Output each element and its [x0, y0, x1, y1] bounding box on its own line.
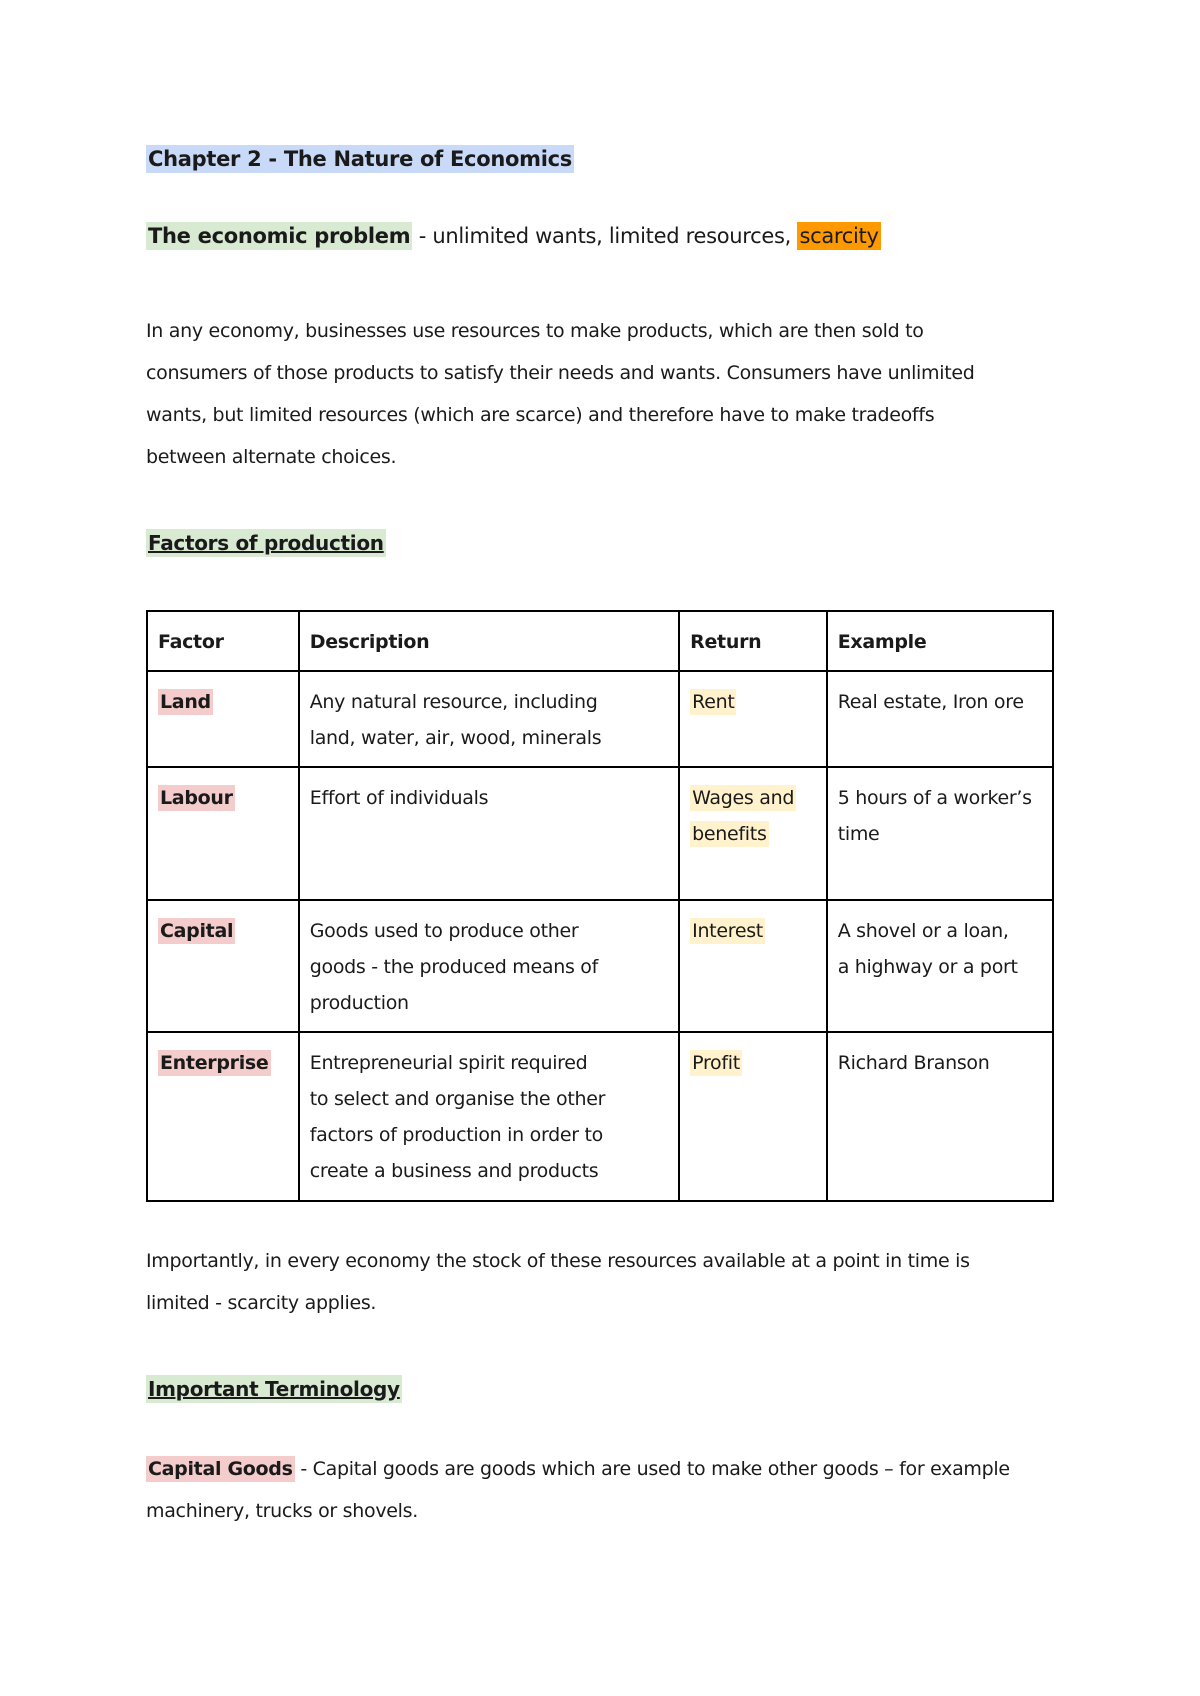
factors-heading-text: Factors of production [148, 531, 384, 555]
example-cell [827, 767, 1053, 900]
return-label: benefits [692, 823, 767, 845]
description-line: factors of production in order to [309, 1124, 603, 1146]
return-label: Rent [692, 691, 735, 713]
factor-cell [147, 767, 299, 900]
description-line: Effort of individuals [309, 787, 489, 809]
scarcity-highlight: scarcity [799, 224, 879, 248]
economic-problem-term: The economic problem [148, 224, 411, 248]
factor-label: Land [160, 691, 211, 713]
factor-cell [147, 671, 299, 767]
description-line: Goods used to produce other [309, 920, 579, 942]
example-cell [827, 1032, 1053, 1201]
intro-line: between alternate choices. [146, 446, 397, 468]
chapter-title-text: Chapter 2 - The Nature of Economics [148, 147, 572, 171]
table-row [147, 671, 1053, 767]
example-line: 5 hours of a worker’s [837, 787, 1032, 809]
example-line: time [837, 823, 880, 845]
header-example: Example [827, 611, 1053, 671]
scarcity-line: limited - scarcity applies. [146, 1292, 377, 1314]
example-line: Richard Branson [837, 1052, 990, 1074]
factor-label: Enterprise [160, 1052, 269, 1074]
description-line: land, water, air, wood, minerals [309, 727, 602, 749]
description-cell [299, 1032, 679, 1201]
return-cell [679, 767, 827, 900]
table-row [147, 767, 1053, 900]
header-factor: Factor [147, 611, 299, 671]
description-line: to select and organise the other [309, 1088, 606, 1110]
terminology-heading-text: Important Terminology [148, 1377, 400, 1401]
example-line: a highway or a port [837, 956, 1018, 978]
capital-goods-definition: - Capital goods are goods which are used to make other goods – for example [294, 1458, 1010, 1480]
example-cell [827, 671, 1053, 767]
return-label: Profit [692, 1052, 740, 1074]
description-line: production [309, 992, 409, 1014]
capital-goods-line [146, 1448, 1010, 1490]
factors-heading [146, 531, 386, 555]
example-line: A shovel or a loan, [837, 920, 1009, 942]
return-cell [679, 900, 827, 1032]
factor-label: Labour [160, 787, 233, 809]
return-label: Interest [692, 920, 763, 942]
example-cell [827, 900, 1053, 1032]
factors-table [146, 610, 1054, 1202]
table-row [147, 1032, 1053, 1201]
header-description: Description [299, 611, 679, 671]
description-line: goods - the produced means of [309, 956, 599, 978]
return-cell [679, 1032, 827, 1201]
scarcity-line: Importantly, in every economy the stock of these resources available at a point in time is [146, 1250, 970, 1272]
example-line: Real estate, Iron ore [837, 691, 1024, 713]
intro-paragraph [146, 310, 975, 478]
table-row [147, 900, 1053, 1032]
factor-cell [147, 1032, 299, 1201]
economic-problem-text: - unlimited wants, limited resources, [412, 224, 798, 248]
capital-goods-line: machinery, trucks or shovels. [146, 1500, 418, 1522]
chapter-title [146, 147, 574, 171]
description-cell [299, 767, 679, 900]
description-line: Entrepreneurial spirit required [309, 1052, 588, 1074]
terminology-heading [146, 1377, 402, 1401]
economic-problem-line [146, 224, 881, 248]
return-cell [679, 671, 827, 767]
description-line: create a business and products [309, 1160, 599, 1182]
table-header-row [147, 611, 1053, 671]
factor-label: Capital [160, 920, 234, 942]
header-return: Return [679, 611, 827, 671]
return-label: Wages and [692, 787, 795, 809]
intro-line: In any economy, businesses use resources to make products, which are then sold to [146, 320, 924, 342]
intro-line: wants, but limited resources (which are scarce) and therefore have to make tradeoffs [146, 404, 935, 426]
description-cell [299, 671, 679, 767]
description-line: Any natural resource, including [309, 691, 598, 713]
scarcity-paragraph [146, 1240, 970, 1324]
capital-goods-paragraph [146, 1448, 1010, 1532]
capital-goods-term: Capital Goods [148, 1458, 293, 1480]
factor-cell [147, 900, 299, 1032]
intro-line: consumers of those products to satisfy their needs and wants. Consumers have unlimited [146, 362, 975, 384]
description-cell [299, 900, 679, 1032]
